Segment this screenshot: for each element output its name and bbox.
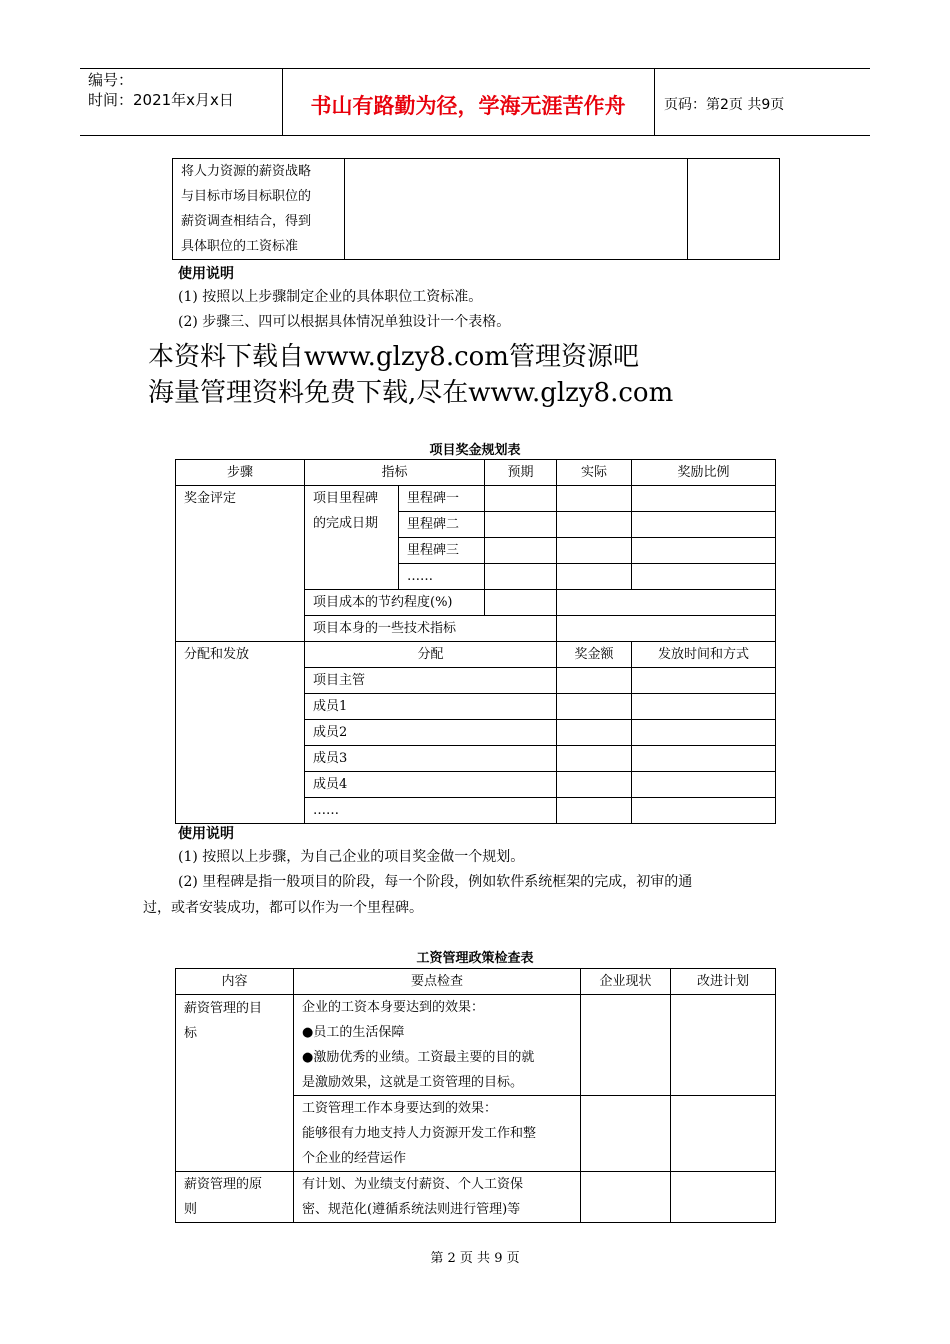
milestone-label: …… bbox=[399, 564, 485, 590]
empty-cell bbox=[557, 486, 632, 512]
empty-cell bbox=[557, 668, 632, 694]
empty-cell bbox=[485, 512, 557, 538]
salary-standard-cell bbox=[173, 159, 345, 260]
doc-number-label: 编号： bbox=[88, 71, 134, 89]
empty-cell bbox=[688, 159, 780, 260]
empty-cell bbox=[671, 1096, 776, 1172]
usage-1-item-2: (2) 步骤三、四可以根据具体情况单独设计一个表格。 bbox=[178, 314, 511, 330]
empty-cell bbox=[581, 995, 671, 1096]
policy-label-principle bbox=[176, 1172, 294, 1223]
empty-cell bbox=[632, 798, 776, 824]
doc-time-label: 时间：2021年x月x日 bbox=[88, 91, 234, 109]
usage-2-item-2-line-1: (2) 里程碑是指一般项目的阶段，每一个阶段，例如软件系统框架的完成，初审的通 bbox=[178, 874, 693, 890]
header-bonus-amount: 奖金额 bbox=[557, 642, 632, 668]
milestone-label: 里程碑三 bbox=[399, 538, 485, 564]
header-improvement-plan: 改进计划 bbox=[671, 969, 776, 995]
policy-text-line: 个企业的经营运作 bbox=[302, 1151, 407, 1166]
empty-cell bbox=[671, 995, 776, 1096]
policy-label-goal bbox=[176, 995, 294, 1172]
header-actual: 实际 bbox=[557, 460, 632, 486]
milestone-group-line: 的完成日期 bbox=[313, 516, 379, 531]
distribution-row-label: 项目主管 bbox=[305, 668, 557, 694]
empty-cell bbox=[581, 1096, 671, 1172]
empty-cell bbox=[557, 694, 632, 720]
milestone-group-label bbox=[305, 486, 399, 590]
header-divider-right bbox=[654, 68, 655, 136]
header-step: 步骤 bbox=[176, 460, 305, 486]
usage-2-item-2-line-2: 过，或者安装成功，都可以作为一个里程碑。 bbox=[143, 900, 423, 916]
distribution-row-label: 成员4 bbox=[305, 772, 557, 798]
distribution-row-label: 成员2 bbox=[305, 720, 557, 746]
empty-cell bbox=[557, 746, 632, 772]
empty-cell bbox=[632, 486, 776, 512]
banner-line-2: 海量管理资料免费下载,尽在www.glzy8.com bbox=[148, 378, 674, 408]
empty-cell bbox=[632, 668, 776, 694]
policy-label-line: 标 bbox=[184, 1026, 198, 1041]
policy-text-line: 密、规范化(遵循系统法则进行管理)等 bbox=[302, 1202, 521, 1217]
header-current-status: 企业现状 bbox=[581, 969, 671, 995]
policy-text-line: ●激励优秀的业绩。工资最主要的目的就 bbox=[302, 1050, 535, 1065]
policy-text-line: 工资管理工作本身要达到的效果： bbox=[302, 1101, 498, 1116]
empty-cell bbox=[632, 538, 776, 564]
usage-1-item-1: (1) 按照以上步骤制定企业的具体职位工资标准。 bbox=[178, 289, 483, 305]
header-distribution: 分配 bbox=[305, 642, 557, 668]
policy-label-line: 薪资管理的原 bbox=[184, 1177, 263, 1192]
banner-line-1: 本资料下载自www.glzy8.com管理资源吧 bbox=[148, 342, 639, 372]
policy-label-line: 薪资管理的目 bbox=[184, 1001, 263, 1016]
policy-text-line: 有计划、为业绩支付薪资、个人工资保 bbox=[302, 1177, 524, 1192]
empty-cell bbox=[485, 564, 557, 590]
header-reward-ratio: 奖励比例 bbox=[632, 460, 776, 486]
empty-cell bbox=[632, 564, 776, 590]
distribution-row-label: 成员1 bbox=[305, 694, 557, 720]
policy-label-line: 则 bbox=[184, 1202, 198, 1217]
cell-line: 具体职位的工资标准 bbox=[181, 239, 299, 254]
tech-indicator-label: 项目本身的一些技术指标 bbox=[305, 616, 557, 642]
policy-principle-text bbox=[294, 1172, 581, 1223]
empty-cell bbox=[485, 538, 557, 564]
policy-text-line: 是激励效果，这就是工资管理的目标。 bbox=[302, 1075, 524, 1090]
header-expected: 预期 bbox=[485, 460, 557, 486]
usage-title-2: 使用说明 bbox=[178, 826, 234, 842]
usage-2-item-1: (1) 按照以上步骤，为自己企业的项目奖金做一个规划。 bbox=[178, 849, 525, 865]
policy-text-line: 能够很有力地支持人力资源开发工作和整 bbox=[302, 1126, 537, 1141]
header-checkpoints: 要点检查 bbox=[294, 969, 581, 995]
policy-text-line: ●员工的生活保障 bbox=[302, 1025, 405, 1040]
section-bonus-evaluation: 奖金评定 bbox=[176, 486, 305, 642]
policy-table bbox=[175, 968, 776, 1223]
page-footer: 第 2 页 共 9 页 bbox=[430, 1251, 520, 1266]
empty-cell bbox=[632, 694, 776, 720]
empty-cell bbox=[344, 159, 687, 260]
policy-goal-wage-effect bbox=[294, 995, 581, 1096]
distribution-row-label: 成员3 bbox=[305, 746, 557, 772]
empty-cell bbox=[557, 772, 632, 798]
empty-cell bbox=[557, 512, 632, 538]
bonus-table bbox=[175, 459, 776, 824]
empty-cell bbox=[632, 720, 776, 746]
header-top-rule bbox=[80, 68, 870, 69]
empty-cell bbox=[581, 1172, 671, 1223]
header-payout-method: 发放时间和方式 bbox=[632, 642, 776, 668]
empty-cell bbox=[485, 486, 557, 512]
header-indicator: 指标 bbox=[305, 460, 485, 486]
cost-saving-label: 项目成本的节约程度(%) bbox=[305, 590, 485, 616]
empty-cell bbox=[671, 1172, 776, 1223]
empty-cell bbox=[485, 590, 557, 616]
distribution-row-label: …… bbox=[305, 798, 557, 824]
empty-cell bbox=[557, 616, 776, 642]
empty-cell bbox=[557, 798, 632, 824]
policy-table-title: 工资管理政策检查表 bbox=[416, 951, 534, 966]
header-motto: 书山有路勤为径，学海无涯苦作舟 bbox=[310, 94, 626, 118]
header-bottom-rule bbox=[80, 135, 870, 136]
header-content: 内容 bbox=[176, 969, 294, 995]
milestone-label: 里程碑二 bbox=[399, 512, 485, 538]
policy-text-line: 企业的工资本身要达到的效果： bbox=[302, 1000, 485, 1015]
empty-cell bbox=[632, 772, 776, 798]
empty-cell bbox=[557, 538, 632, 564]
usage-title-1: 使用说明 bbox=[178, 266, 234, 282]
salary-standard-table bbox=[172, 158, 780, 260]
bonus-table-title: 项目奖金规划表 bbox=[429, 443, 521, 458]
cell-line: 将人力资源的薪资战略 bbox=[181, 164, 312, 179]
policy-goal-management-effect bbox=[294, 1096, 581, 1172]
empty-cell bbox=[557, 720, 632, 746]
milestone-group-line: 项目里程碑 bbox=[313, 491, 379, 506]
empty-cell bbox=[632, 512, 776, 538]
section-distribution: 分配和发放 bbox=[176, 642, 305, 824]
header-page-number: 页码：第2页 共9页 bbox=[664, 97, 785, 113]
empty-cell bbox=[557, 564, 632, 590]
empty-cell bbox=[632, 746, 776, 772]
cell-line: 与目标市场目标职位的 bbox=[181, 189, 312, 204]
milestone-label: 里程碑一 bbox=[399, 486, 485, 512]
empty-cell bbox=[557, 590, 776, 616]
cell-line: 薪资调查相结合，得到 bbox=[181, 214, 312, 229]
